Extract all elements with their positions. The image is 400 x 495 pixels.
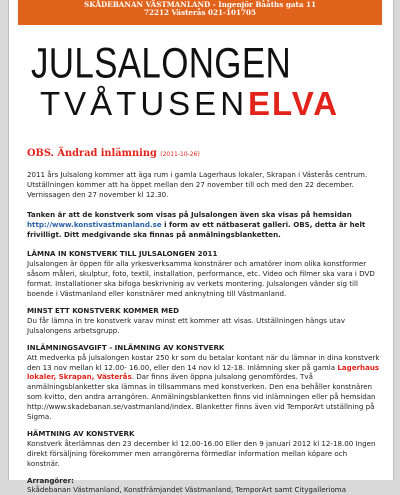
fee-location-highlight: Lagerhaus lokaler, Skrapan, Västerås [27,362,380,382]
organizers-text: Skådebanan Västmanland, Konstfrämjandet Västmanland, TemporArt samt Citygallerioma [27,485,347,495]
address-line-2: 72212 Västerås 021-101705 [143,8,256,17]
gallery-paragraph [27,210,381,240]
logo-year-accent: ELVA [248,85,340,122]
notice-title: OBS. Ändrad inlämning [27,148,157,159]
section-text-submit: Julsalongen är öppen för alla yrkesverksamma konstnärer och amatörer inom olika konstformer såsom måleri, skulptur, foto, textil, installation, performance, etc. Video och filmer ska vara i DVD format. Installationer ska bifoga beskrivning av verkets montering. Julsalongen vänder sig till boende i Västmanland eller konstnärer med anknytning till Västmanland. [27,259,375,299]
organizers-heading: Arrangörer: [27,475,74,485]
section-text-pickup: Konstverk återlämnas den 23 december kl 12.00-16.00 Eller den 9 januari 2012 kl 12-18.00 Ingen direkt försäljning förekommer men arrangörerna förmedlar information mellan köpare och konstnär. [27,438,376,468]
section-heading-minimum: MINST ETT KONSTVERK KOMMER MED [27,305,179,315]
section-heading-pickup: HÄMTNING AV KONSTVERK [27,428,135,438]
intro-paragraph: 2011 års Julsalong kommer att äga rum i gamla Lagerhaus lokaler, Skrapan i Västerås centrum. Utställningen kommer att ha öppet mellan den 27 november till och med den 22 december. Vernissagen den 27 november kl 12.30. [27,170,368,199]
main-content [27,148,381,495]
logo-year-text: TVÅTUSEN [40,85,249,122]
gallery-text-1: Tanken är att de konstverk som visas på Julsalongen även ska visas på hemsidan [27,209,352,219]
fee-text-2: . Dar finns även öppna julsalong genomfördes. Två anmälningsblanketter ska lämnas in tillsammans med konstverken. Den ena behåller konstnären som kvitto, den andra arrangören. Anmälningsblanketten finns vid inlämningen eller på hemsidan http://www.skadebanan.se/vastmanland/index. Blanketter finns även vid TemporArt utställning på Sigma. [27,372,376,422]
gallery-text-2: i form av ett nätbaserat galleri. OBS, detta är helt frivilligt. Ditt medgivande ska finnas på anmälningsblanketten. [27,219,366,239]
logo-subtitle [40,87,339,121]
page [8,0,394,495]
gallery-link[interactable]: http://www.konstivastmanland.se [27,219,162,229]
section-heading-submit: LÄMNA IN KONSTVERK TILL JULSALONGEN 2011 [27,249,218,259]
logo-title: JULSALONGEN [31,39,292,88]
notice-date: (2011-10-26) [160,151,200,158]
address-line-1: SKÅDEBANAN VÄSTMANLAND - Ingenjör Bååths gata 11 [84,0,316,9]
fee-text-1: Att medverka på julsalongen kostar 250 kr som du betalar kontant när du lämnar in dina konstverk den 13 nov mellan kl 12.00- 16.00, eller den 14 nov kl 12-18. Inlämning sker på gamla [27,352,380,372]
section-text-minimum: Du får lämna in tre konstverk varav minst ett kommer att visas. Utställningen hängs utav Julsalongens arbetsgrupp. [27,315,346,335]
section-text-fee [27,353,381,422]
section-heading-fee: INLÄMNINGSAVGIFT - INLÄMNING AV KONSTVERK [27,342,225,352]
notice-heading [27,148,381,161]
address-banner [18,0,382,25]
